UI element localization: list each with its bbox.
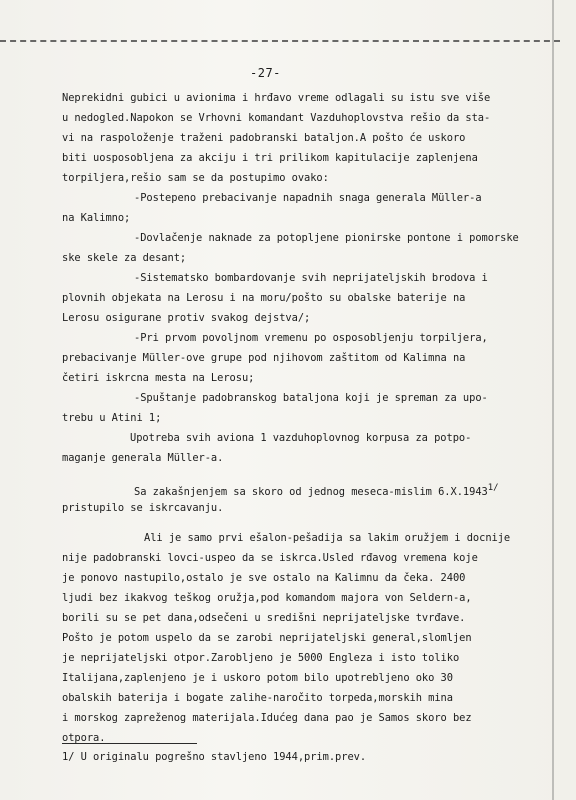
text-line: na Kalimno; bbox=[62, 212, 131, 224]
text-line: plovnih objekata na Lerosu i na moru/pošto su obalske baterije na bbox=[62, 292, 466, 304]
text-line: pristupilo se iskrcavanju. bbox=[62, 502, 224, 514]
text-line bbox=[62, 478, 542, 498]
text-line: prebacivanje Müller-ove grupe pod njihovom zaštitom od Kalimna na bbox=[62, 352, 466, 364]
text-line: maganje generala Müller-a. bbox=[62, 452, 224, 464]
text-line: biti uosposobljena za akciju i tri prilikom kapitulacije zaplenjena bbox=[62, 152, 478, 164]
text-line: torpiljera,rešio sam se da postupimo ovako: bbox=[62, 172, 329, 184]
footnote-marker: 1/ bbox=[487, 483, 499, 493]
page-edge-shadow bbox=[550, 0, 554, 800]
text-line: četiri iskrcna mesta na Lerosu; bbox=[62, 372, 255, 384]
text-line: nije padobranski lovci-uspeo da se iskrca.Usled rđavog vremena koje bbox=[62, 552, 478, 564]
text-line: je neprijateljski otpor.Zarobljeno je 5000 Engleza i isto toliko bbox=[62, 652, 460, 664]
text-line: trebu u Atini 1; bbox=[62, 412, 162, 424]
text-line: Italijana,zaplenjeno je i uskoro potom bilo upotrebljeno oko 30 bbox=[62, 672, 453, 684]
text-line: Lerosu osigurane protiv svakog dejstva/; bbox=[62, 312, 311, 324]
torn-top-edge bbox=[0, 40, 560, 44]
text-line: Neprekidni gubici u avionima i hrđavo vreme odlagali su istu sve više bbox=[62, 92, 491, 104]
text-line: u nedogled.Napokon se Vrhovni komandant Vazduhoplovstva rešio da sta- bbox=[62, 112, 491, 124]
text-line: -Spuštanje padobranskog bataljona koji je spreman za upo- bbox=[134, 392, 488, 404]
text-line: otpora. bbox=[62, 732, 106, 744]
text-line: -Dovlačenje naknade za potopljene pionirske pontone i pomorske bbox=[134, 232, 519, 244]
footnote: 1/ U originalu pogrešno stavljeno 1944,prim.prev. bbox=[62, 751, 367, 763]
text-line: je ponovo nastupilo,ostalo je sve ostalo na Kalimnu da čeka. 2400 bbox=[62, 572, 466, 584]
text-line: -Pri prvom povoljnom vremenu po osposobljenju torpiljera, bbox=[134, 332, 488, 344]
text-line: ljudi bez ikakvog teškog oružja,pod komandom majora von Seldern-a, bbox=[62, 592, 472, 604]
text-line: Pošto je potom uspelo da se zarobi neprijateljski general,slomljen bbox=[62, 632, 472, 644]
text-line: obalskih baterija i bogate zalihe-naročito torpeda,morskih mina bbox=[62, 692, 453, 704]
text-line: Upotreba svih aviona 1 vazduhoplovnog korpusa za potpo- bbox=[130, 432, 472, 444]
text-line: vi na raspoloženje traženi padobranski bataljon.A pošto će uskoro bbox=[62, 132, 466, 144]
page-number: -27- bbox=[250, 66, 281, 80]
text-line: i morskog zapreženog materijala.Idućeg dana pao je Samos skoro bez bbox=[62, 712, 472, 724]
text-line: borili su se pet dana,odsečeni u središni neprijateljske tvrđave. bbox=[62, 612, 466, 624]
text-line: Ali je samo prvi ešalon-pešadija sa lakim oružjem i docnije bbox=[144, 532, 511, 544]
text-line: -Sistematsko bombardovanje svih neprijateljskih brodova i bbox=[134, 272, 488, 284]
body-text bbox=[62, 88, 542, 767]
text-line: -Postepeno prebacivanje napadnih snaga generala Müller-a bbox=[134, 192, 482, 204]
text-line: ske skele za desant; bbox=[62, 252, 187, 264]
text-line-content: Sa zakašnjenjem sa skoro od jednog meseca-mislim 6.X.1943 bbox=[134, 486, 488, 498]
